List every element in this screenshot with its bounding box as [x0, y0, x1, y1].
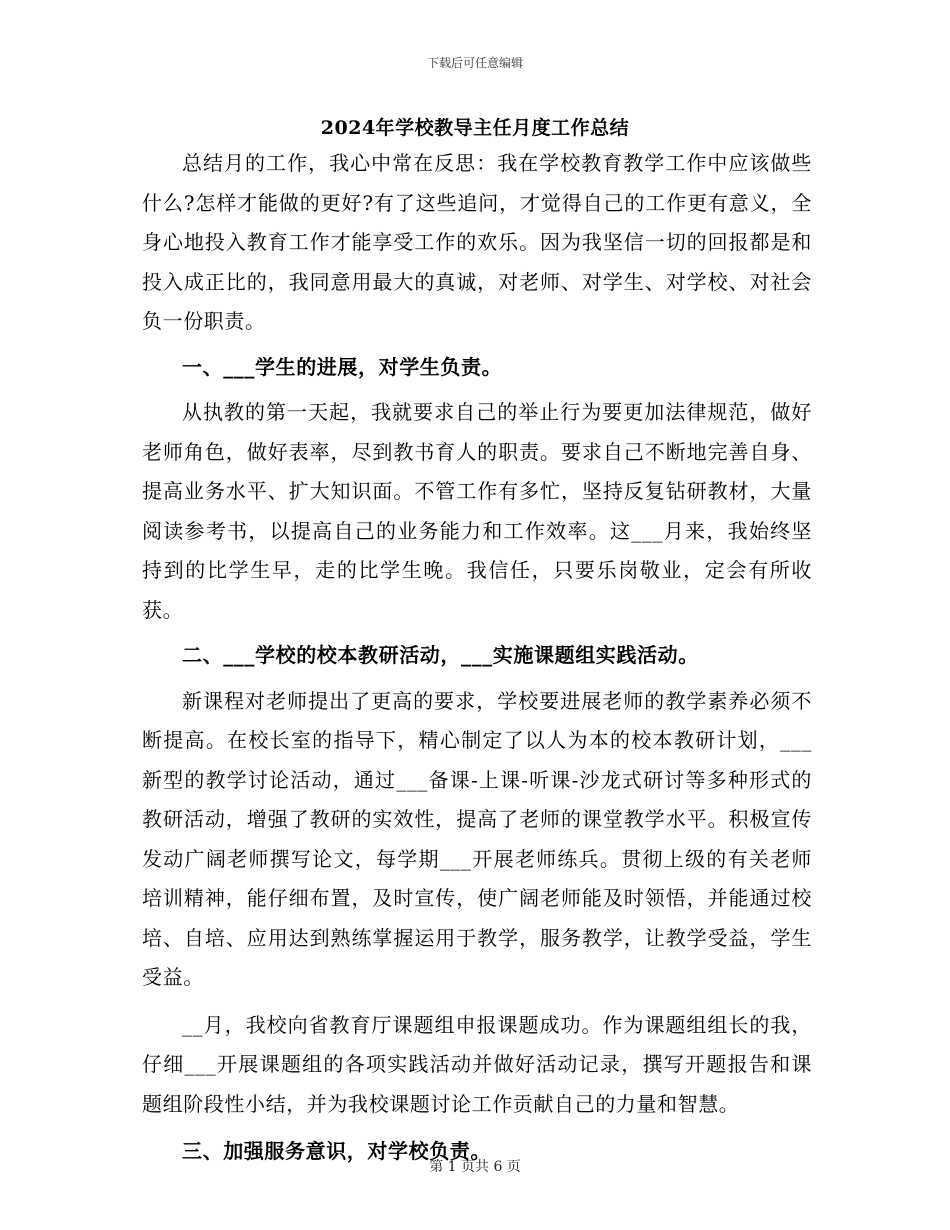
header-note: 下载后可任意编辑 [426, 56, 523, 70]
section-heading-1: 一、___学生的进展，对学生负责。 [182, 354, 503, 379]
intro-paragraph: 总结月的工作，我心中常在反思：我在学校教育教学工作中应该做些什么?怎样才能做的更好?有了这些追问，才觉得自己的工作更有意义，全身心地投入教育工作才能享受工作的欢乐。因为我坚信一切的回报都是和投入成正比的，我同意用最大的真诚，对老师、对学生、对学校、对社会负一份职责。 [142, 151, 812, 333]
section-heading-3: 三、加强服务意识，对学校负责。 [182, 1139, 491, 1163]
section-heading-2: 二、___学校的校本教研活动，___实施课题组实践活动。 [182, 643, 699, 667]
section-2-paragraph-1: 新课程对老师提出了更高的要求，学校要进展老师的教学素养必须不断提高。在校长室的指导下，精心制定了以人为本的校本教研计划，___新型的教学讨论活动，通过___备课-上课-听课-沙龙式研讨等多种形式的教研活动，增强了教研的实效性，提高了老师的课堂教学水平。积极宣传发动广阔老师撰写论文，每学期___开展老师练兵。贯彻上级的有关老师培训精神，能仔细布置，及时宣传，使广阔老师能及时领悟，并能通过校培、自培、应用达到熟练掌握运用于教学，服务教学，让教学受益，学生受益。 [142, 688, 812, 989]
document-body [142, 144, 812, 1178]
page-footer: 第 1 页共 6 页 [429, 1159, 521, 1175]
section-1-paragraph: 从执教的第一天起，我就要求自己的举止行为要更加法律规范，做好老师角色，做好表率，尽到教书育人的职责。要求自己不断地完善自身、提高业务水平、扩大知识面。不管工作有多忙，坚持反复钻研教材，大量阅读参考书，以提高自己的业务能力和工作效率。这___月来，我始终坚持到的比学生早，走的比学生晚。我信任，只要乐岗敬业，定会有所收获。 [142, 400, 812, 622]
document-title: 2024年学校教导主任月度工作总结 [320, 117, 630, 139]
section-2-paragraph-2: __月，我校向省教育厅课题组申报课题成功。作为课题组组长的我，仔细___开展课题组的各项实践活动并做好活动记录，撰写开题报告和课题组阶段性小结，并为我校课题讨论工作贡献自己的力量和智慧。 [142, 1012, 812, 1116]
